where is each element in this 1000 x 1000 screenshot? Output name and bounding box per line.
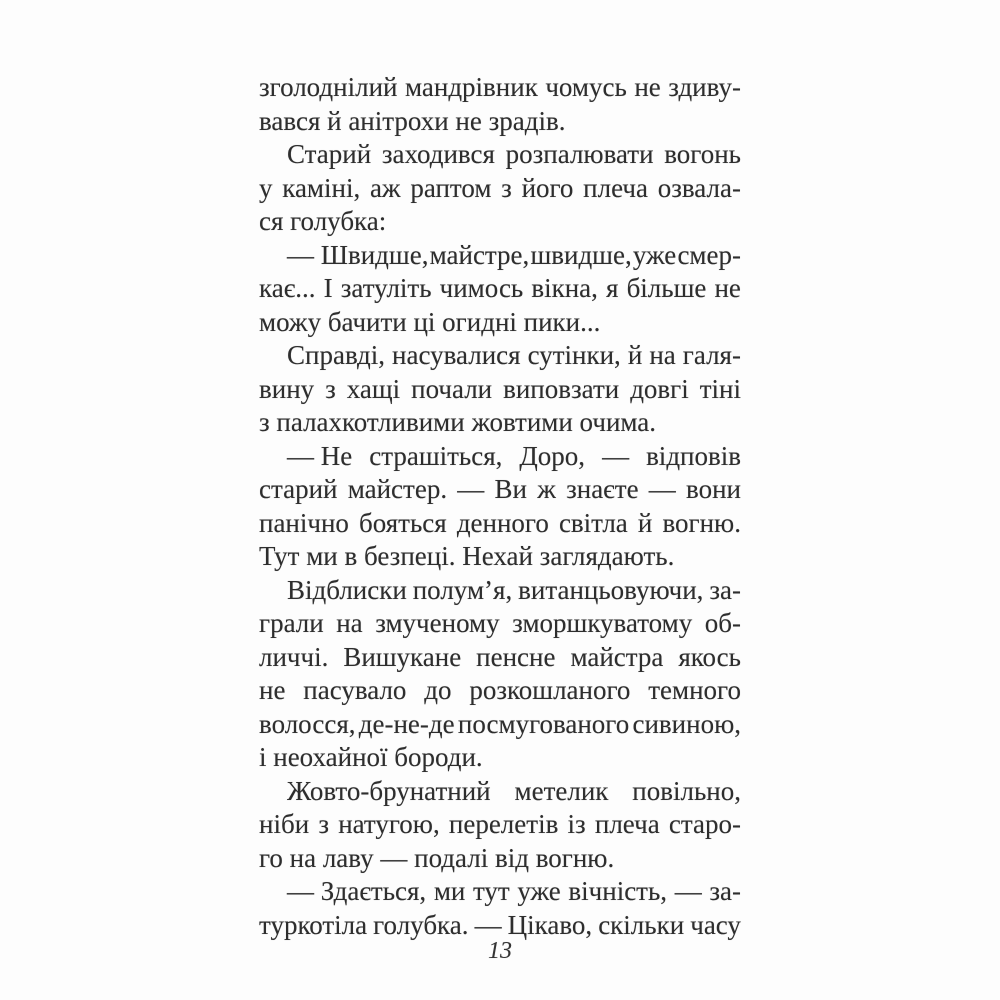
word: Жовто-брунатний xyxy=(287,775,491,806)
word: більше xyxy=(626,273,707,303)
word: — xyxy=(674,876,702,906)
word: за- xyxy=(709,574,741,605)
text-block xyxy=(259,71,741,942)
word: кає... xyxy=(259,273,316,303)
word: де-не-де xyxy=(358,708,455,739)
word: майстра xyxy=(570,641,664,672)
word: Справді, xyxy=(287,340,386,370)
text-line xyxy=(259,172,741,206)
word: личчі. xyxy=(259,641,329,672)
word: якось xyxy=(678,641,741,672)
text-line xyxy=(259,239,741,273)
word: вікна, xyxy=(531,273,598,303)
word: його xyxy=(521,172,574,203)
text-line: ся голубка: xyxy=(259,206,387,236)
word: Старий xyxy=(287,139,372,169)
word: Відблиски xyxy=(287,574,407,605)
paragraph xyxy=(259,574,741,775)
word: Доро, xyxy=(519,440,586,471)
word: уже xyxy=(517,876,561,906)
word: старий xyxy=(259,474,338,504)
word: вогонь xyxy=(664,139,741,169)
word: плеча xyxy=(594,809,660,839)
word: часу xyxy=(690,909,741,940)
word: ми xyxy=(433,876,466,906)
word: ж xyxy=(537,474,556,504)
word: тут xyxy=(472,876,510,906)
word: озвала- xyxy=(657,172,741,203)
word: перелетів xyxy=(448,809,559,839)
word: волосся, xyxy=(259,708,356,739)
text-line xyxy=(259,574,741,608)
word: насувалися xyxy=(392,340,521,370)
text-line xyxy=(259,71,741,105)
word: сутінки, xyxy=(527,340,621,370)
word: панічно xyxy=(259,507,349,538)
word: у xyxy=(259,172,273,203)
word: й xyxy=(627,340,643,370)
word: зголоднілий xyxy=(259,72,398,102)
text-line xyxy=(259,272,741,306)
page-number: 13 xyxy=(488,938,512,964)
word: темного xyxy=(648,675,741,705)
text-line xyxy=(259,507,741,541)
paragraph xyxy=(259,339,741,440)
text-line xyxy=(259,875,741,909)
text-line xyxy=(259,674,741,708)
text-line xyxy=(259,808,741,842)
word: я xyxy=(606,273,619,303)
word: не xyxy=(634,72,661,102)
word: із xyxy=(567,809,586,839)
word: — xyxy=(648,474,676,504)
word: Ви xyxy=(494,474,527,504)
word: — xyxy=(457,474,485,504)
word: хащі xyxy=(346,373,401,404)
word: полум’я, xyxy=(412,574,513,605)
word: каміні, xyxy=(282,172,361,203)
paragraph xyxy=(259,440,741,574)
word: уже xyxy=(632,239,677,270)
word: вічність, xyxy=(568,876,668,906)
text-line xyxy=(259,775,741,809)
paragraph xyxy=(259,875,741,942)
word: знаєте xyxy=(566,474,639,504)
word: розпалювати xyxy=(505,139,654,169)
text-line: вався й анітрохи не зрадів. xyxy=(259,105,566,136)
word: скільки xyxy=(598,909,685,940)
word: затуліть xyxy=(340,273,432,303)
word: чимось xyxy=(439,273,524,303)
text-line xyxy=(259,138,741,172)
text-line xyxy=(259,641,741,675)
word: — xyxy=(474,909,502,940)
word: заходився xyxy=(381,139,495,169)
word: мандрівник xyxy=(404,72,538,102)
word: до xyxy=(424,675,452,705)
word: світла xyxy=(558,507,628,538)
word: майстер. xyxy=(347,474,448,504)
word: не xyxy=(259,675,286,705)
word: на xyxy=(336,608,363,638)
text-line xyxy=(259,440,741,474)
word: на xyxy=(649,340,676,370)
word: Вишукане xyxy=(343,641,462,672)
word: грали xyxy=(259,608,324,638)
word: вогню. xyxy=(662,507,741,538)
word: голубка. xyxy=(373,909,469,940)
word: метелик xyxy=(514,775,609,806)
word: галя- xyxy=(682,340,741,370)
word: чомусь xyxy=(545,72,627,102)
word: денного xyxy=(456,507,549,538)
text-line xyxy=(259,708,741,742)
text-line xyxy=(259,607,741,641)
word: сивиною, xyxy=(632,708,741,739)
word: пенсне xyxy=(476,641,556,672)
word: з xyxy=(501,172,512,203)
text-line: можу бачити ці огидні пики... xyxy=(259,306,601,337)
text-line xyxy=(259,373,741,407)
word: з xyxy=(325,373,336,404)
word: аж xyxy=(369,172,401,203)
paragraph xyxy=(259,775,741,876)
word: не xyxy=(714,273,741,303)
word: відповів xyxy=(646,440,741,471)
word: вони xyxy=(686,474,741,504)
word: бояться xyxy=(359,507,447,538)
paragraph xyxy=(259,138,741,239)
word: — Не xyxy=(287,440,353,471)
word: змученому xyxy=(375,608,500,638)
word: почали xyxy=(411,373,493,404)
word: смер- xyxy=(677,239,741,270)
text-line xyxy=(259,473,741,507)
text-line: з палахкотливими жовтими очима. xyxy=(259,407,657,437)
text-line: го на лаву — подалі від вогню. xyxy=(259,842,615,873)
word: ніби xyxy=(259,809,310,839)
word: пасувало xyxy=(303,675,407,705)
word: старо- xyxy=(668,809,741,839)
word: раптом xyxy=(410,172,492,203)
text-line: і неохайної бороди. xyxy=(259,742,483,772)
word: й xyxy=(637,507,653,538)
word: повільно, xyxy=(632,775,741,806)
word: здиву- xyxy=(668,72,741,102)
paragraph xyxy=(259,239,741,340)
word: — xyxy=(602,440,630,471)
word: з xyxy=(318,809,329,839)
word: витанцьовуючи, xyxy=(518,574,704,605)
word: страшіться, xyxy=(369,440,503,471)
word: об- xyxy=(704,608,741,638)
word: за- xyxy=(709,876,741,906)
paragraph xyxy=(259,71,741,138)
word: плеча xyxy=(583,172,648,203)
word: тіні xyxy=(699,373,741,404)
word: виповзати xyxy=(503,373,620,404)
word: швидше, xyxy=(530,239,632,270)
word: туркотіла xyxy=(259,909,368,940)
word: натугою, xyxy=(338,809,440,839)
word: зморшкуватому xyxy=(512,608,693,638)
word: вину xyxy=(259,373,315,404)
text-line: Тут ми в безпеці. Нехай заглядають. xyxy=(259,541,675,571)
text-line xyxy=(259,339,741,373)
word: посмугованого xyxy=(457,708,630,739)
word: розкошланого xyxy=(469,675,631,705)
word: довгі xyxy=(630,373,689,404)
word: І xyxy=(323,273,333,303)
word: — Здається, xyxy=(287,876,427,906)
word: майстре, xyxy=(429,239,530,270)
word: — Швидше, xyxy=(287,239,429,270)
word: Цікаво, xyxy=(507,909,593,940)
